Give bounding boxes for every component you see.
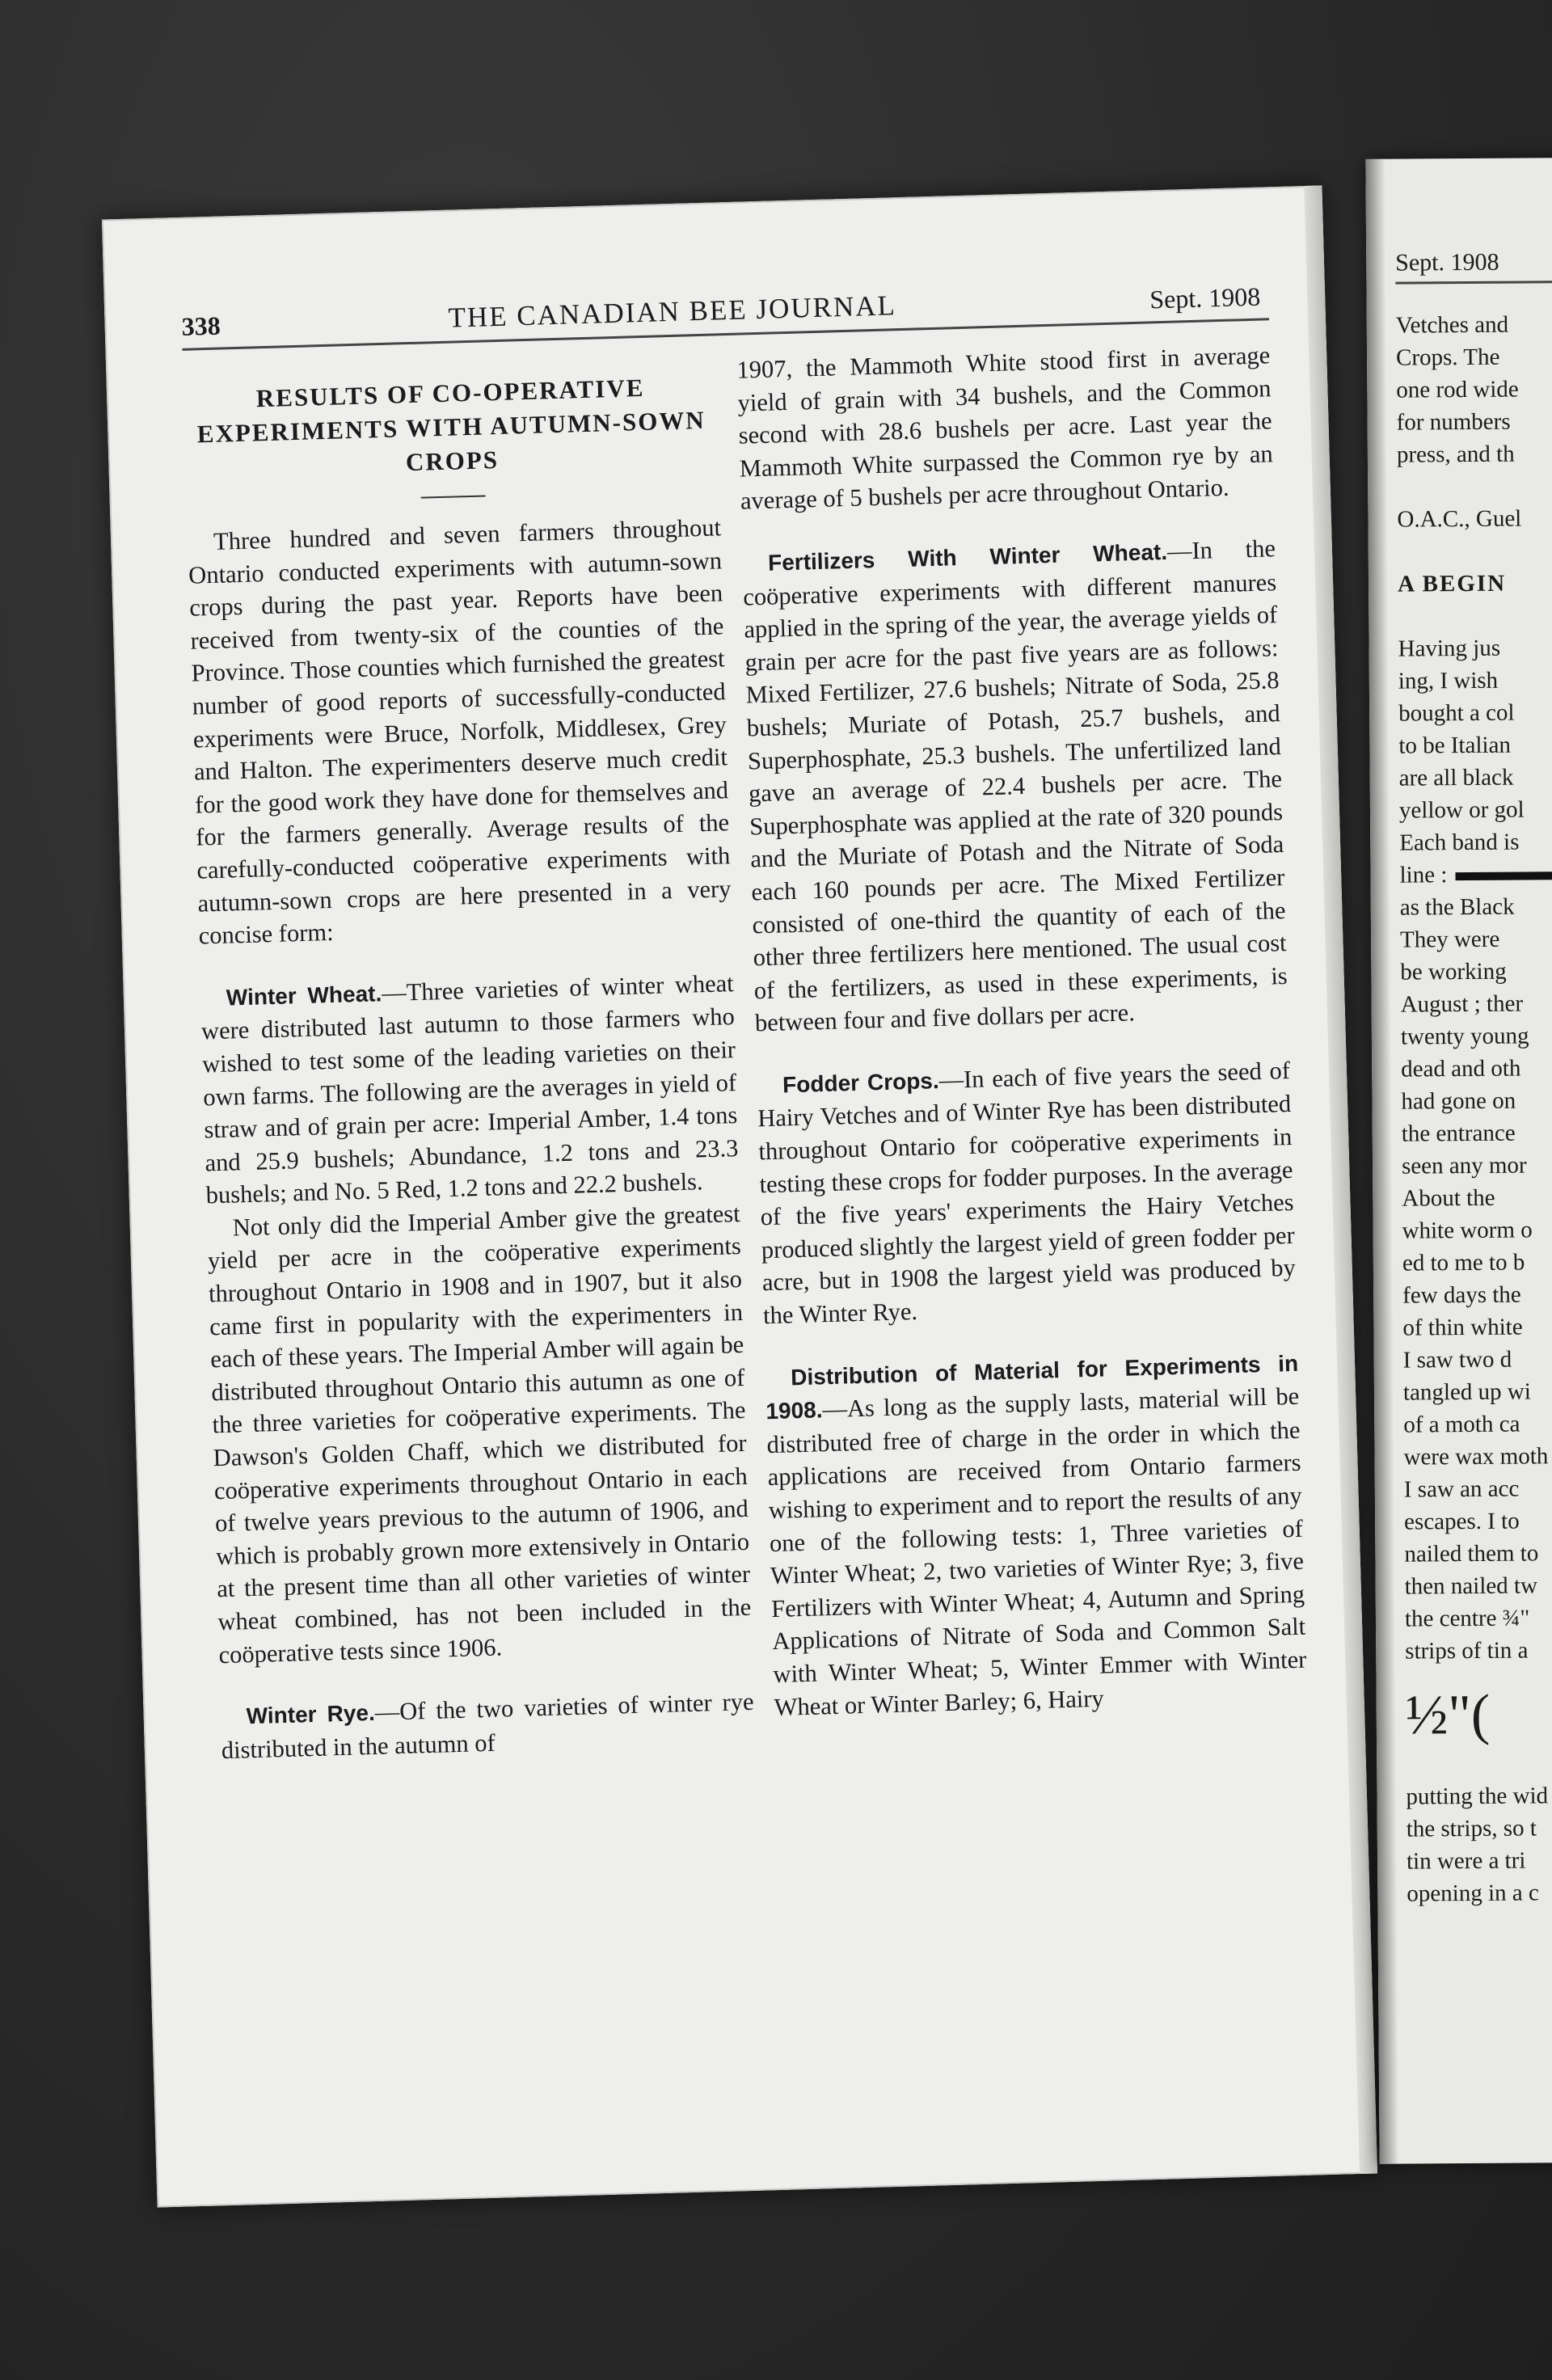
facing-page-line: ½"( xyxy=(1405,1683,1491,1747)
facing-page-line: bought a col xyxy=(1398,699,1515,727)
left-column xyxy=(183,354,755,1766)
facing-page-line: tin were a tri xyxy=(1406,1847,1526,1875)
facing-page-line: Crops. The xyxy=(1395,344,1500,371)
facing-page-line: of thin white xyxy=(1402,1314,1523,1341)
facing-page-line: I saw two d xyxy=(1402,1346,1512,1374)
distribution-text: —As long as the supply lasts, material will be distributed free of charge in the order in which the applications are received from Ontario farmers wishing to experiment and to report the results of any one of the following tests: 1, Three varieties of Winter Wheat; 2, two varieties of Winter Rye; 3, five Fertilizers with Winter Wheat; 4, Autumn and Spring Applications of Nitrate of Soda and Common Salt with Winter Wheat; 5, Winter Emmer with Winter Wheat or Winter Barley; 6, Hairy xyxy=(766,1382,1307,1721)
facing-page-line: twenty young xyxy=(1400,1023,1529,1050)
title-rule xyxy=(421,495,486,498)
fodder-heading: Fodder Crops. xyxy=(782,1067,940,1098)
black-band-sample xyxy=(1455,872,1552,881)
facing-page-line: for numbers xyxy=(1396,408,1511,436)
facing-page-line: as the Black xyxy=(1399,893,1515,921)
page-number: 338 xyxy=(181,310,221,341)
facing-page-line: nailed them to xyxy=(1404,1540,1539,1568)
facing-page-line: O.A.C., Guel xyxy=(1397,505,1522,533)
facing-page-line: They were xyxy=(1399,926,1500,953)
facing-page-line: seen any mor xyxy=(1401,1152,1527,1179)
winter-rye-heading: Winter Rye. xyxy=(246,1700,376,1729)
facing-page-line: I saw an acc xyxy=(1403,1475,1520,1503)
journal-page xyxy=(102,185,1377,2207)
distribution-heading: Distribution of Material for Experiments in 1908. xyxy=(765,1350,1299,1424)
facing-page-line: tangled up wi xyxy=(1402,1378,1531,1406)
winter-wheat-text: —Three varieties of winter wheat were distributed last autumn to those farmers who wished to test some of the leading varieties on their own farms. The following are the averages in yield of straw and of grain per acre: Imperial Amber, 1.4 tons and 25.9 bushels; Abundance, 1.2 tons and 23.3 bushels; and No. 5 Red, 1.2 tons and 22.2 bushels. xyxy=(200,968,739,1209)
facing-page-line: the centre ¾" xyxy=(1404,1605,1530,1632)
fertilizers-heading: Fertilizers With Winter Wheat. xyxy=(767,538,1168,576)
facing-page-line: were wax moth xyxy=(1403,1443,1549,1471)
running-header xyxy=(180,261,1269,351)
facing-page-line: press, and th xyxy=(1396,441,1515,468)
facing-page-line: About the xyxy=(1402,1184,1495,1212)
facing-page-line: white worm o xyxy=(1402,1217,1533,1244)
facing-page-line: be working xyxy=(1400,958,1507,985)
facing-page-line: escapes. I to xyxy=(1404,1508,1520,1535)
facing-page-line: opening in a c xyxy=(1406,1880,1539,1907)
fodder-paragraph xyxy=(757,1054,1297,1332)
facing-page-header: Sept. 1908 xyxy=(1395,247,1552,285)
facing-page-line: one rod wide xyxy=(1396,376,1519,403)
facing-page-line: ed to me to b xyxy=(1402,1249,1525,1277)
facing-page-line: line : xyxy=(1399,857,1552,892)
facing-page-line: Each band is xyxy=(1399,829,1520,856)
facing-page-line: then nailed tw xyxy=(1404,1572,1538,1600)
facing-page-line: of a moth ca xyxy=(1403,1411,1520,1438)
winter-wheat-paragraph xyxy=(200,967,740,1212)
facing-page-text xyxy=(1396,307,1552,1910)
facing-page-line: strips of tin a xyxy=(1405,1637,1529,1665)
facing-page-line: ing, I wish xyxy=(1398,667,1499,694)
facing-page-line: the strips, so t xyxy=(1406,1815,1537,1842)
facing-page-line: A BEGIN xyxy=(1397,570,1507,597)
issue-date: Sept. 1908 xyxy=(1149,281,1261,314)
facing-page-line: are all black xyxy=(1398,764,1514,791)
facing-page-line: few days the xyxy=(1402,1281,1521,1309)
article-title: RESULTS OF CO-OPERATIVE EXPERIMENTS WITH AUTUMN-SOWN CROPS xyxy=(196,373,706,477)
facing-page-line xyxy=(1398,534,1552,568)
fertilizers-paragraph xyxy=(742,532,1289,1040)
facing-page-line: to be Italian xyxy=(1398,732,1512,759)
facing-page-line: had gone on xyxy=(1401,1087,1516,1115)
facing-page-line: Vetches and xyxy=(1395,311,1509,339)
distribution-paragraph xyxy=(765,1346,1308,1724)
fertilizers-text: —In the coöperative experiments with different manures applied in the spring of the year, the average yields of grain per acre for the past five years are as follows: Mixed Fertilizer, 27.6 bushels; Nitrate of Soda, 25.8 bushels; Muriate of Potash, 25.7 bushels, and Superphosphate, 25.3 bushels. The unfertilized land gave an average of 22.4 bushels per acre. The Superphosphate was applied at the rate of 320 pounds and the Muriate of Potash and the Nitrate of Soda each 160 pounds per acre. The Mixed Fertilizer consisted of one-third the quantity of each of the other three fertilizers here mentioned. The usual cost of the fertilizers, as used in these experiments, is between four and five dollars per acre. xyxy=(742,534,1288,1037)
winter-wheat-heading: Winter Wheat. xyxy=(226,980,382,1011)
winter-rye-continuation: 1907, the Mammoth White stood first in average yield of grain with 34 bushels, and the Common second with 28.6 bushels per acre. Last year the Mammoth White surpassed the Common rye by an average of 5 bushels per acre throughout Ontario. xyxy=(736,341,1274,516)
facing-page-line: August ; ther xyxy=(1400,990,1524,1018)
imperial-amber-paragraph: Not only did the Imperial Amber give the greatest yield per acre in the coöperative experiments throughout Ontario in 1908 and in 1907, but it also came first in popularity with the experimenters in each of these years. The Imperial Amber will again be distributed throughout Ontario this autumn as one of the three varieties for coöperative experiments. The Dawson's Golden Chaff, which we distributed for coöperative experiments throughout Ontario in each of twelve years previous to the autumn of 1906, and which is probably grown more extensively in Ontario at the present time than all other varieties of winter wheat combined, has not been included in the coöperative tests since 1906. xyxy=(207,1199,752,1669)
facing-page-line: yellow or gol xyxy=(1398,796,1525,824)
journal-title: THE CANADIAN BEE JOURNAL xyxy=(447,289,897,334)
facing-page-line: putting the wid xyxy=(1406,1783,1549,1810)
facing-page-line: dead and oth xyxy=(1401,1055,1521,1082)
facing-page-line xyxy=(1397,469,1552,504)
intro-paragraph: Three hundred and seven farmers throughout Ontario conducted experiments with autumn-sown crops during the past year. Reports have been received from twenty-six of the counties of the Province. Those counties which furnished the greatest number of good reports of successfully-conducted experiments were Bruce, Norfolk, Middlesex, Grey and Halton. The experimenters deserve much credit for the good work they have done for themselves and for the farmers generally. Average results of the carefully-conducted coöperative experiments with autumn-sown crops are here presented in a very concise form: xyxy=(188,513,732,950)
facing-page-line: the entrance xyxy=(1401,1120,1516,1147)
facing-page-line: Having jus xyxy=(1398,635,1501,662)
facing-page xyxy=(1365,158,1552,2164)
fodder-text: —In each of five years the seed of Hairy Vetches and of Winter Rye has been distributed throughout Ontario for coöperative experiments in testing these crops for fodder purposes. In the average of the five years' experiments the Hairy Vetches produced slightly the largest yield of green fodder per acre, but in 1908 the largest yield was produced by the Winter Rye. xyxy=(757,1056,1297,1330)
winter-rye-text: —Of the two varieties of winter rye distributed in the autumn of xyxy=(221,1687,754,1764)
right-column xyxy=(736,339,1308,1724)
facing-page-line xyxy=(1398,598,1552,633)
winter-rye-paragraph xyxy=(220,1686,755,1767)
